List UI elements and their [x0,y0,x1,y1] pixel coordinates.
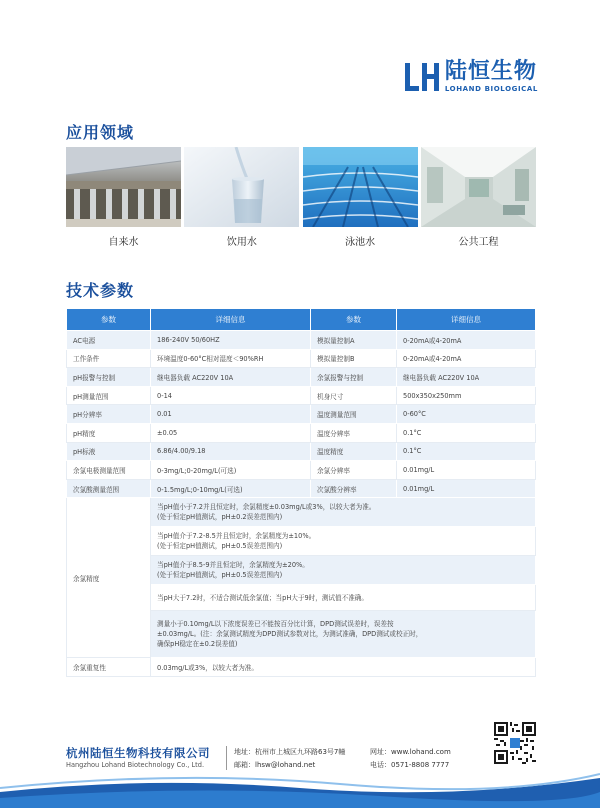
table-cell: 机身尺寸 [311,386,397,405]
table-cell: 温度精度 [311,442,397,461]
accuracy-note [151,585,536,611]
table-row [67,498,536,527]
column-header: 参数 [311,309,397,331]
note-line: 当pH值介于8.5-9并且恒定时，余氯精度为±20%。 [157,561,309,570]
hospital-corridor-photo [421,147,536,227]
table-cell: pH测量范围 [67,386,151,405]
table-cell: 次氯酸测量范围 [67,479,151,498]
table-cell: pH报警与控制 [67,368,151,387]
company-website: 网址：www.lohand.com [370,748,451,756]
app-tap-water [66,147,181,248]
company-logo [405,60,538,93]
table-cell: 温度分辨率 [311,423,397,442]
table-header-row [67,309,536,331]
table-cell: 工作条件 [67,349,151,368]
table-cell: 环境温度0-60°C相对湿度＜90%RH [151,349,311,368]
table-cell: AC电源 [67,331,151,350]
table-cell: pH分辨率 [67,405,151,424]
table-row [67,479,536,498]
table-row [67,386,536,405]
logo-chinese-name: 陆恒生物 [444,59,537,84]
water-treatment-photo [66,147,181,227]
accuracy-note [151,498,536,527]
table-row [67,442,536,461]
app-label: 自来水 [108,237,139,248]
applications-heading: 应用领域 [66,123,135,142]
app-pool-water [303,147,418,248]
table-cell: pH精度 [67,423,151,442]
table-cell: 继电器负载 AC220V 10A [397,368,536,387]
table-cell: 0.1°C [397,423,536,442]
note-line: ±0.03mg/L。(注：余氯测试精度为DPD测试参数对比，为测试准确，DPD测试或校正时， [157,630,423,639]
table-cell: 0.01mg/L [397,479,536,498]
company-chinese-name: 杭州陆恒生物科技有限公司 [66,746,210,760]
company-address: 地址：杭州市上城区九环路63号7幢 [234,748,346,756]
table-cell: 温度测量范围 [311,405,397,424]
table-cell: 次氯酸分辨率 [311,479,397,498]
application-gallery [66,147,536,248]
table-row [67,405,536,424]
table-cell: 6.86/4.00/9.18 [151,442,311,461]
note-line: 当pH值介于7.2-8.5并且恒定时，余氯精度为±10%。 [157,532,316,541]
table-cell: 余氯电极测量范围 [67,461,151,480]
table-cell: 0.01mg/L [397,461,536,480]
table-cell: pH标液 [67,442,151,461]
table-cell: 0-14 [151,386,311,405]
company-email: 邮箱：lhsw@lohand.net [234,761,316,769]
table-cell: 0-20mA或4-20mA [397,349,536,368]
repeatability-label: 余氯重复性 [67,658,151,677]
table-row [67,331,536,350]
logo-english-name: LOHAND BIOLOGICAL [444,85,538,93]
table-row [67,349,536,368]
app-label: 公共工程 [458,237,499,248]
lh-logo-icon [405,63,439,91]
table-cell: 模拟量控制A [311,331,397,350]
repeatability-value: 0.03mg/L或3%，以较大者为准。 [151,658,536,677]
table-cell: 0-3mg/L;0-20mg/L(可选) [151,461,311,480]
table-cell: 余氯分辨率 [311,461,397,480]
table-row [67,368,536,387]
column-header: 详细信息 [397,309,536,331]
table-cell: 186-240V 50/60HZ [151,331,311,350]
note-line: 测量小于0.10mg/L以下浓度误差已不能按百分比计算，DPD测试误差时，误差按 [157,620,394,629]
table-cell: 500x350x250mm [397,386,536,405]
column-header: 参数 [67,309,151,331]
accuracy-note [151,556,536,585]
table-cell: 0-60°C [397,405,536,424]
accuracy-note [151,611,536,658]
note-line: (处于恒定pH值测试，pH±0.5误差范围内) [157,542,283,551]
table-cell: ±0.05 [151,423,311,442]
note-line: 确保pH稳定在±0.2误差值) [157,640,238,649]
note-line: 当pH值小于7.2并且恒定时，余氯精度±0.03mg/L或3%，以较大者为准。 [157,503,376,512]
table-cell: 0-20mA或4-20mA [397,331,536,350]
table-cell: 继电器负载 AC220V 10A [151,368,311,387]
accuracy-label: 余氯精度 [67,498,151,658]
table-cell: 0.1°C [397,442,536,461]
note-line: (处于恒定pH值测试，pH±0.5误差范围内) [157,571,283,580]
app-drinking-water [184,147,299,248]
app-label: 泳池水 [345,237,376,248]
company-phone: 电话：0571-8808 7777 [370,761,450,769]
table-row [67,423,536,442]
table-cell: 0-1.5mg/L;0-10mg/L(可选) [151,479,311,498]
note-line: (处于恒定pH值测试，pH±0.2误差范围内) [157,513,283,522]
spec-table [66,308,536,677]
drinking-water-glass-photo [184,147,299,227]
note-line: 当pH大于7.2时，不适合测试低余氯值；当pH大于9时，测试值不准确。 [157,593,368,602]
swimming-pool-photo [303,147,418,227]
specifications-heading: 技术参数 [66,281,135,300]
table-cell: 模拟量控制B [311,349,397,368]
table-row [67,658,536,677]
table-cell: 0.01 [151,405,311,424]
company-english-name: Hangzhou Lohand Biotechnology Co., Ltd. [66,761,205,769]
accuracy-note [151,527,536,556]
table-cell: 余氯报警与控制 [311,368,397,387]
app-public-works [421,147,536,248]
footer-wave-decoration [0,748,600,808]
app-label: 饮用水 [226,237,257,248]
column-header: 详细信息 [151,309,311,331]
table-row [67,461,536,480]
